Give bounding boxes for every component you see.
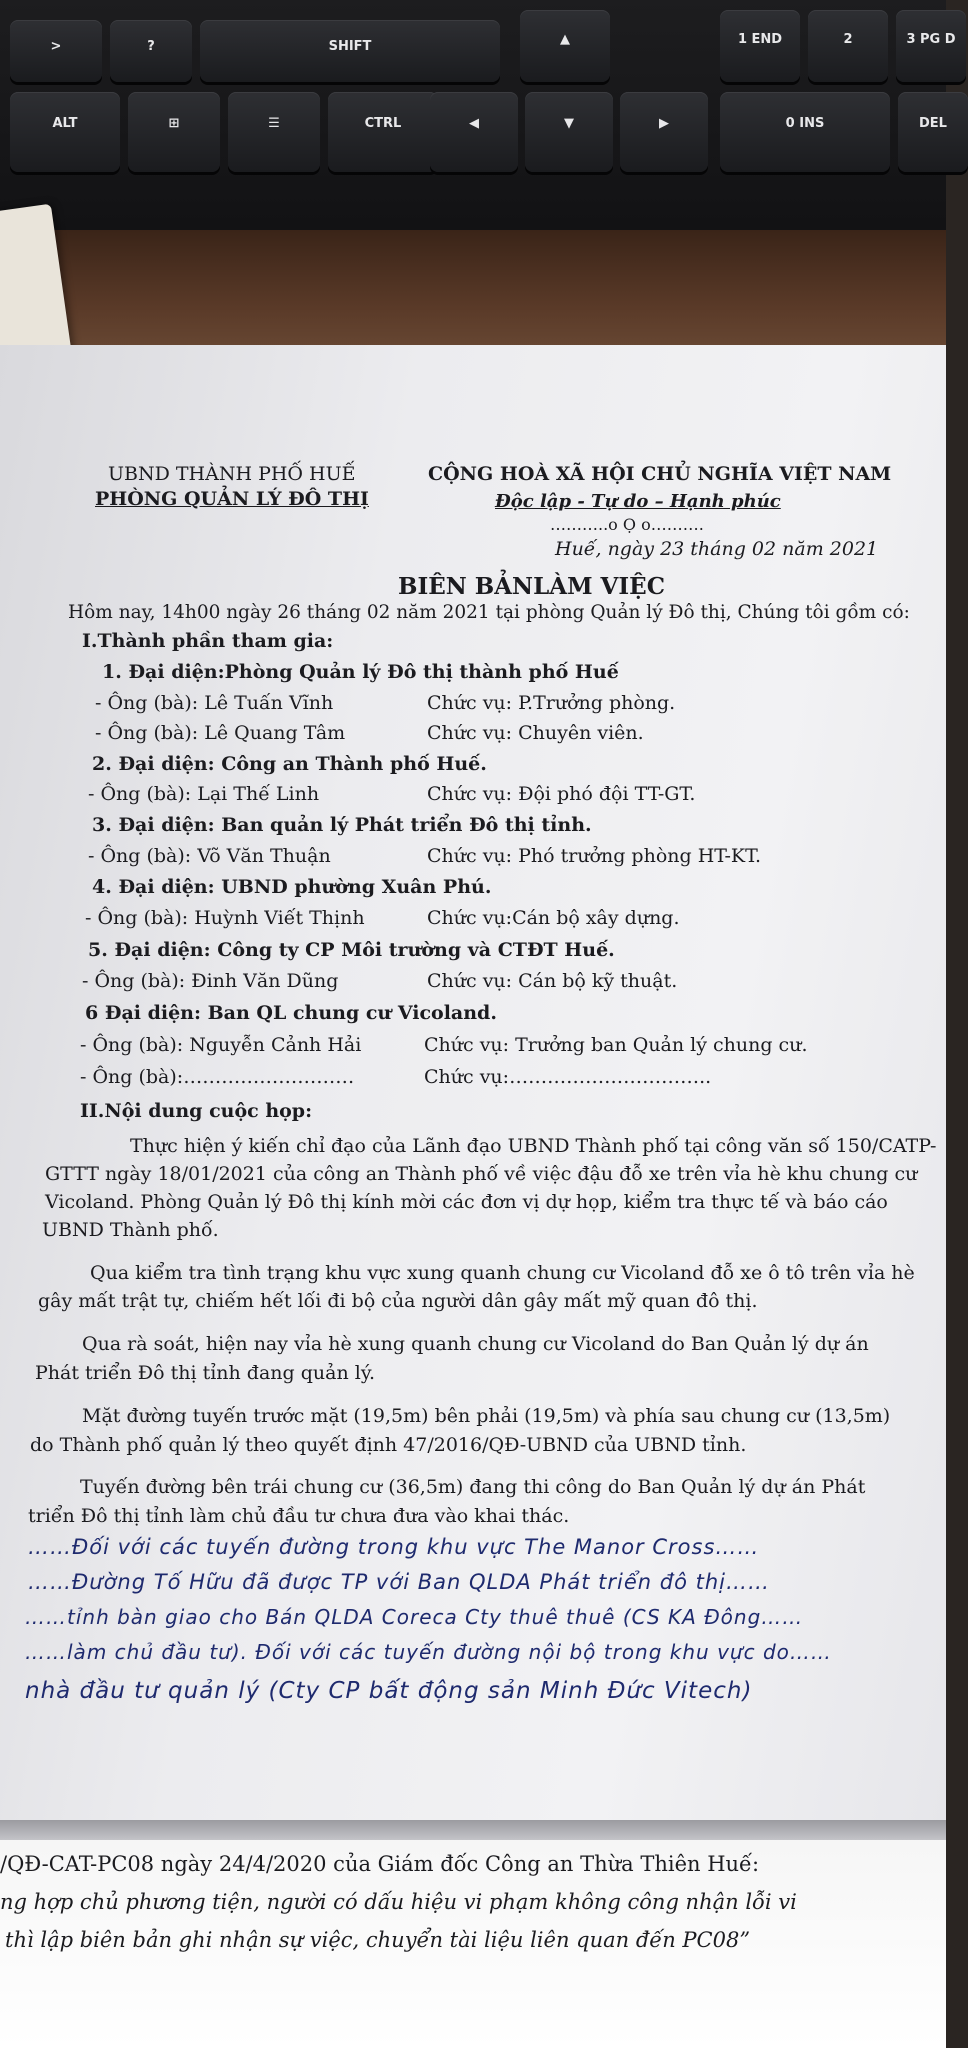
left-header-line-1: UBND THÀNH PHỐ HUẾ (108, 463, 356, 485)
group-1-person-2-role: Chức vụ: Chuyên viên. (427, 722, 644, 744)
next-page-line-1: /QĐ-CAT-PC08 ngày 24/4/2020 của Giám đốc Công an Thừa Thiên Huế: (0, 1852, 760, 1876)
paragraph-1-line-2: GTTT ngày 18/01/2021 của công an Thành phố về việc đậu đỗ xe trên vỉa hè khu chung cư (45, 1163, 918, 1185)
group-5-person-1-name: - Ông (bà): Đinh Văn Dũng (82, 970, 339, 992)
paragraph-3-line-2: Phát triển Đô thị tỉnh đang quản lý. (35, 1362, 376, 1384)
key-numpad-0: 0 INS (720, 92, 890, 172)
group-1-person-1-role: Chức vụ: P.Trưởng phòng. (427, 692, 676, 714)
group-1-person-1-name: - Ông (bà): Lê Tuấn Vĩnh (95, 692, 334, 714)
desk-surface (0, 230, 946, 360)
right-header-line-2: Độc lập - Tự do – Hạnh phúc (495, 491, 781, 512)
menu-key-icon: ☰ (228, 92, 320, 172)
group-3-person-1-name: - Ông (bà): Võ Văn Thuận (88, 845, 331, 867)
key-question: ? (110, 20, 192, 82)
paragraph-1-line-4: UBND Thành phố. (42, 1219, 219, 1241)
intro-line: Hôm nay, 14h00 ngày 26 tháng 02 năm 2021 tại phòng Quản lý Đô thị, Chúng tôi gồm có: (68, 602, 910, 623)
paragraph-4-line-1: Mặt đường tuyến trước mặt (19,5m) bên phải (19,5m) và phía sau chung cư (13,5m) (82, 1405, 891, 1427)
group-4-person-1-role: Chức vụ:Cán bộ xây dựng. (427, 907, 680, 929)
section-1-heading: I.Thành phần tham gia: (82, 630, 334, 652)
arrow-left-icon: ◀ (430, 92, 518, 172)
group-5-person-1-role: Chức vụ: Cán bộ kỹ thuật. (427, 970, 678, 992)
arrow-up-icon: ▲ (520, 10, 610, 82)
next-page-line-3: thì lập biên bản ghi nhận sự việc, chuyển tài liệu liên quan đến PC08” (5, 1928, 751, 1952)
document-title: BIÊN BẢNLÀM VIỆC (398, 573, 665, 600)
group-2-person-1-name: - Ông (bà): Lại Thế Linh (88, 783, 320, 805)
windows-icon: ⊞ (128, 92, 220, 172)
key-numpad-3: 3 PG D (896, 10, 966, 82)
group-6-heading: 6 Đại diện: Ban QL chung cư Vicoland. (85, 1002, 497, 1024)
left-header-line-2: PHÒNG QUẢN LÝ ĐÔ THỊ (95, 488, 369, 510)
key-numpad-1: 1 END (720, 10, 800, 82)
key-alt: ALT (10, 92, 120, 172)
paragraph-1-line-3: Vicoland. Phòng Quản lý Đô thị kính mời các đơn vị dự họp, kiểm tra thực tế và báo cáo (45, 1191, 888, 1213)
key-del: DEL (898, 92, 968, 172)
next-page (0, 1840, 946, 2048)
group-6-person-1-name: - Ông (bà): Nguyễn Cảnh Hải (80, 1034, 362, 1056)
key-greater: > (10, 20, 102, 82)
group-6-person-2-name: - Ông (bà):……………………… (80, 1066, 355, 1088)
document-sheet (0, 345, 946, 1865)
group-2-heading: 2. Đại diện: Công an Thành phố Huế. (92, 753, 487, 775)
group-1-heading: 1. Đại diện:Phòng Quản lý Đô thị thành phố Huế (102, 661, 619, 683)
handwritten-line-5: nhà đầu tư quản lý (Cty CP bất động sản Minh Đức Vitech) (25, 1678, 753, 1704)
group-3-heading: 3. Đại diện: Ban quản lý Phát triển Đô thị tỉnh. (92, 814, 592, 836)
handwritten-line-3: ……tỉnh bàn giao cho Bán QLDA Coreca Cty thuê thuê (CS KA Đông…… (25, 1605, 804, 1629)
paragraph-1-line-1: Thực hiện ý kiến chỉ đạo của Lãnh đạo UBND Thành phố tại công văn số 150/CATP- (130, 1135, 937, 1157)
group-3-person-1-role: Chức vụ: Phó trưởng phòng HT-KT. (427, 845, 762, 867)
paragraph-5-line-1: Tuyến đường bên trái chung cư (36,5m) đang thi công do Ban Quản lý dự án Phát (80, 1476, 866, 1498)
key-numpad-2: 2 (808, 10, 888, 82)
right-header-line-1: CỘNG HOÀ XÃ HỘI CHỦ NGHĨA VIỆT NAM (428, 463, 892, 485)
paragraph-2-line-2: gây mất trật tự, chiếm hết lối đi bộ của người dân gây mất mỹ quan đô thị. (38, 1290, 758, 1312)
section-2-heading: II.Nội dung cuộc họp: (80, 1100, 313, 1122)
document-date: Huế, ngày 23 tháng 02 năm 2021 (555, 538, 879, 560)
arrow-down-icon: ▼ (525, 92, 613, 172)
handwritten-line-4: ……làm chủ đầu tư). Đối với các tuyến đường nội bộ trong khu vực do…… (25, 1640, 832, 1664)
paragraph-4-line-2: do Thành phố quản lý theo quyết định 47/2016/QĐ-UBND của UBND tỉnh. (30, 1434, 747, 1456)
paragraph-2-line-1: Qua kiểm tra tình trạng khu vực xung quanh chung cư Vicoland đỗ xe ô tô trên vỉa hè (90, 1262, 915, 1284)
group-4-person-1-name: - Ông (bà): Huỳnh Viết Thịnh (85, 907, 365, 929)
keyboard (0, 0, 956, 230)
paragraph-3-line-1: Qua rà soát, hiện nay vỉa hè xung quanh chung cư Vicoland do Ban Quản lý dự án (82, 1333, 869, 1355)
group-4-heading: 4. Đại diện: UBND phường Xuân Phú. (92, 876, 492, 898)
right-header-line-3: ………..o Ọ o………. (550, 515, 704, 534)
arrow-right-icon: ▶ (620, 92, 708, 172)
handwritten-line-2: ……Đường Tố Hữu đã được TP với Ban QLDA Phát triển đô thị…… (28, 1570, 771, 1594)
group-6-person-2-role: Chức vụ:………………………….. (424, 1066, 712, 1088)
key-ctrl: CTRL (328, 92, 438, 172)
key-shift: SHIFT (200, 20, 500, 82)
group-1-person-2-name: - Ông (bà): Lê Quang Tâm (95, 722, 346, 744)
group-2-person-1-role: Chức vụ: Đội phó đội TT-GT. (427, 783, 696, 805)
handwritten-line-1: ……Đối với các tuyến đường trong khu vực The Manor Cross…… (28, 1535, 760, 1559)
group-5-heading: 5. Đại diện: Công ty CP Môi trường và CTĐT Huế. (88, 939, 615, 961)
paragraph-5-line-2: triển Đô thị tỉnh làm chủ đầu tư chưa đưa vào khai thác. (28, 1505, 570, 1527)
next-page-line-2: ng hợp chủ phương tiện, người có dấu hiệu vi phạm không công nhận lỗi vi (0, 1890, 797, 1914)
group-6-person-1-role: Chức vụ: Trưởng ban Quản lý chung cư. (424, 1034, 808, 1056)
